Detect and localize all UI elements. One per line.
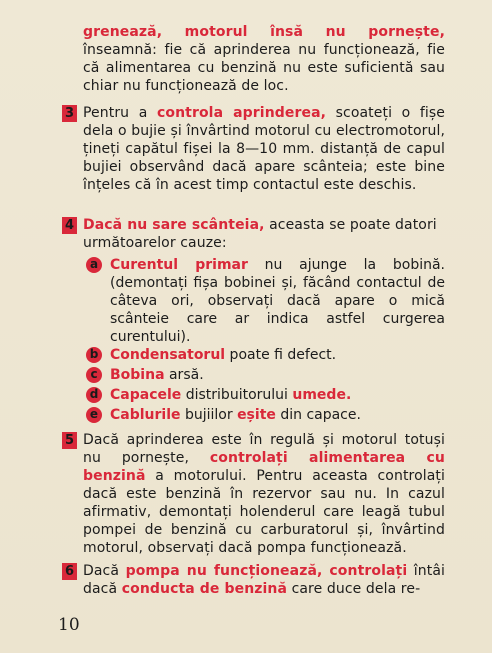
section-number-badge: 4 [62,217,77,234]
highlight-text: conducta de benzină [121,581,288,597]
section-4-paragraph [83,216,445,252]
intro-paragraph [83,23,445,95]
cause-b [110,346,445,364]
cause-letter-badge: d [86,387,102,403]
highlight-text: Condensatorul [110,347,226,363]
page-number: 10 [58,615,80,635]
body-text: aceasta se poate datori următoarelor cauze: [83,217,437,251]
body-text: arsă. [164,367,204,383]
cause-letter-badge: c [86,367,102,383]
highlight-text: Bobina [110,367,165,383]
highlight-text: Cablurile [110,407,181,423]
body-text: Dacă [83,563,126,579]
section-5-paragraph [83,431,445,557]
highlight-text: umede. [292,387,352,403]
highlight-text: controlați alimentarea cu benzină [83,450,445,484]
body-text: din capace. [275,407,361,423]
highlight-text: grenează, motorul însă nu pornește, [83,24,445,40]
section-number-badge: 3 [62,105,77,122]
highlight-text: controla aprinderea, [156,105,327,121]
body-text: Dacă aprinderea este în regulă și motorul totuși nu pornește, [83,432,445,466]
highlight-text: Curentul primar [110,257,248,273]
cause-a [110,256,445,346]
body-text: poate fi defect. [225,347,337,363]
section-number-badge: 6 [62,563,77,580]
body-text: care duce dela re- [287,581,421,597]
highlight-text: eșite [237,407,276,423]
body-text: întâi dacă [83,563,445,597]
body-text: a motorului. Pentru aceasta controlați dacă este benzină în rezervor sau nu. In cazul afirmativ, demontați holenderul care leagă tubul pompei de benzină cu carburatorul și, învârtind motorul, observați dacă pompa funcționează. [83,468,445,556]
highlight-text: Capacele [110,387,182,403]
cause-e [110,406,445,424]
highlight-text: Dacă nu sare scânteia, [83,217,265,233]
section-number-badge: 5 [62,432,77,449]
cause-letter-badge: a [86,257,102,273]
body-text: nu ajunge la bobină. (demontați fișa bobinei și, făcând contactul de câteva ori, observați dacă apare o mică scânteie care ar indica astfel curgerea curentului). [110,257,445,345]
body-text: scoateți o fișe dela o bujie și învârtind motorul cu electromotorul, țineți capătul fișei la 8—10 mm. distanță de capul bujiei observând dacă apare scânteia; este bine înțeles că în acest timp contactul este deschis. [83,105,445,193]
body-text: înseamnă: fie că aprinderea nu funcționează, fie că alimentarea cu benzină nu este suficientă sau chiar nu funcționează de loc. [83,42,445,94]
cause-letter-badge: b [86,347,102,363]
section-6-paragraph [83,562,445,598]
section-3-paragraph [83,104,445,194]
cause-d [110,386,445,404]
body-text: bujiilor [180,407,238,423]
body-text: distribuitorului [181,387,293,403]
highlight-text: pompa nu funcționează, controlați [125,563,408,579]
body-text: Pentru a [83,105,157,121]
cause-letter-badge: e [86,407,102,423]
cause-c [110,366,445,384]
